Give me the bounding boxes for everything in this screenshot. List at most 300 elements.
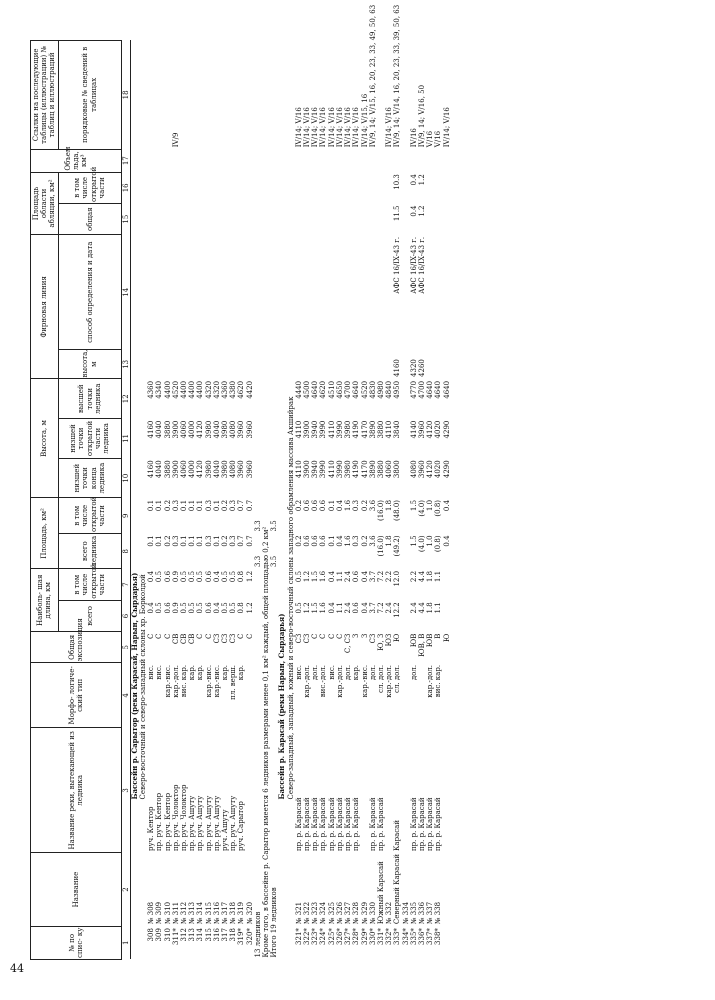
table-cell xyxy=(295,204,303,235)
table-cell: 0.5 xyxy=(294,602,303,614)
table-cell: С xyxy=(335,633,344,639)
table-cell: 310 xyxy=(163,928,172,942)
table-cell: IV/14; V/16 xyxy=(327,107,336,148)
table-cell xyxy=(164,41,172,150)
table-cell: 317 xyxy=(221,928,230,942)
table-cell: 4.4 xyxy=(417,602,426,614)
table-cell: 0.4 xyxy=(147,570,156,583)
header-firn: Фирновая линия xyxy=(31,235,59,379)
table-cell xyxy=(434,235,442,350)
table-cell: 4080 xyxy=(229,460,238,479)
table-cell xyxy=(402,458,410,498)
table-cell: 4640 xyxy=(434,380,443,399)
table-cell: № 323 xyxy=(311,901,320,925)
table-cell: 2.4 xyxy=(344,570,353,583)
table-cell: 3900 xyxy=(303,460,312,479)
table-cell: № 309 xyxy=(155,901,164,925)
summary-grand-total-value: 3.5 xyxy=(270,520,279,532)
table-cell xyxy=(213,204,221,235)
table-row xyxy=(196,41,204,960)
table-cell: 7.2 xyxy=(376,570,385,583)
table-cell: 2.4 xyxy=(344,602,353,614)
table-cell xyxy=(188,350,196,379)
table-cell: 0.1 xyxy=(196,535,205,547)
table-cell: 0.5 xyxy=(188,570,197,583)
table-cell: 0.4 xyxy=(327,602,336,614)
table-cell xyxy=(410,149,418,172)
table-cell: АФС 16/IX-43 г. xyxy=(393,236,402,294)
table-cell: 0.5 xyxy=(196,570,205,583)
table-cell xyxy=(246,663,254,728)
table-cell: 1.2 xyxy=(303,602,312,614)
table-cell xyxy=(295,172,303,203)
table-cell: (16.0) xyxy=(376,499,385,522)
table-cell xyxy=(319,350,327,379)
table-cell xyxy=(237,235,245,350)
table-cell xyxy=(180,149,188,172)
basin-subtitle-row xyxy=(287,41,295,960)
table-cell: № 330 xyxy=(368,901,377,925)
table-cell: 4770 xyxy=(409,380,418,399)
table-cell: (4.0) xyxy=(417,499,426,517)
table-cell: С xyxy=(311,633,320,639)
table-cell: 0.1 xyxy=(147,535,156,547)
table-cell: 330* xyxy=(368,928,377,945)
table-cell xyxy=(402,350,410,379)
table-cell: 0.6 xyxy=(352,570,361,583)
table-cell: 319* xyxy=(237,928,246,945)
table-cell: Карасай xyxy=(393,819,402,851)
table-cell xyxy=(426,149,434,172)
column-number: 18 xyxy=(121,41,130,150)
table-cell xyxy=(180,204,188,235)
table-cell xyxy=(385,350,393,379)
table-cell: 321* xyxy=(294,928,303,945)
table-cell: 0.1 xyxy=(155,499,164,512)
table-cell: IV/14; V/16 xyxy=(385,107,394,148)
table-cell: ЮВ xyxy=(409,633,418,648)
table-cell: вис. xyxy=(327,664,336,680)
table-row xyxy=(180,41,188,960)
table-cell xyxy=(361,350,369,379)
table-cell: 4140 xyxy=(409,420,418,439)
table-cell: пр. руч. Ашуту xyxy=(196,795,205,851)
table-cell xyxy=(402,569,410,600)
table-cell: 4120 xyxy=(426,460,435,479)
table-cell: (0.8) xyxy=(434,499,443,517)
table-cell: № 322 xyxy=(303,901,312,925)
table-cell: вис. кар. xyxy=(434,664,443,698)
table-cell: 3900 xyxy=(171,420,180,439)
summary-total-row xyxy=(254,41,262,960)
table-cell: Ю, З xyxy=(376,633,385,651)
table-cell xyxy=(377,172,385,203)
table-cell xyxy=(377,235,385,350)
column-number: 17 xyxy=(121,149,130,172)
table-cell: 3980 xyxy=(344,460,353,479)
table-cell: 4020 xyxy=(434,460,443,479)
header-height: Высота, м xyxy=(31,379,59,498)
table-cell xyxy=(221,204,229,235)
table-cell: 4320 xyxy=(409,359,418,377)
table-cell: ЮВ, В xyxy=(417,633,426,657)
table-cell xyxy=(303,204,311,235)
table-cell: 1.0 xyxy=(426,499,435,512)
table-cell: 3.7 xyxy=(368,570,377,583)
table-cell: Ю xyxy=(393,633,402,642)
table-cell: № 319 xyxy=(237,901,246,925)
table-cell: пр. р. Карасай xyxy=(335,797,344,851)
header-firn-method: способ определения и дата xyxy=(58,235,121,350)
table-cell: 4520 xyxy=(360,380,369,399)
table-cell: 1.1 xyxy=(335,602,344,614)
summary-grand-total-label: Итого 19 ледников xyxy=(270,887,279,958)
table-cell: 12.0 xyxy=(393,570,402,587)
table-cell: IV/9, 14; V/16, 50 xyxy=(417,84,426,148)
table-cell: 3960 xyxy=(237,460,246,479)
table-cell: 0.4 xyxy=(335,535,344,547)
table-cell xyxy=(328,172,336,203)
table-cell xyxy=(221,235,229,350)
table-cell xyxy=(205,41,213,150)
table-cell xyxy=(385,235,393,350)
table-cell: 329* xyxy=(360,928,369,945)
table-cell: 0.7 xyxy=(237,499,246,512)
table-cell: С, СЗ xyxy=(344,633,353,654)
table-cell xyxy=(402,149,410,172)
table-cell xyxy=(434,204,442,235)
table-cell xyxy=(352,235,360,350)
table-cell xyxy=(196,204,204,235)
header-volume: Объем льда, км³ xyxy=(31,149,122,172)
header-length-total: всего xyxy=(58,600,121,631)
table-cell: 4980 xyxy=(376,380,385,399)
table-cell: пр. р. Карасай xyxy=(344,797,353,851)
table-cell: № 335 xyxy=(409,901,418,925)
header-ablation: Площадь области абляции, км² xyxy=(31,172,59,235)
table-cell xyxy=(237,204,245,235)
table-cell: 3880 xyxy=(163,460,172,479)
table-cell xyxy=(221,149,229,172)
column-number: 6 xyxy=(121,600,130,631)
table-cell: 0.6 xyxy=(319,499,328,512)
table-cell xyxy=(418,149,426,172)
table-cell: 0.2 xyxy=(360,499,369,512)
table-cell: 328* xyxy=(352,928,361,945)
table-cell: пр. руч. Чолоктор xyxy=(180,784,189,851)
table-cell xyxy=(229,41,237,150)
summary-grand-total-row xyxy=(270,41,278,960)
header-length: Наиболь- шая длина, км xyxy=(31,569,59,632)
table-cell xyxy=(402,600,410,631)
table-row xyxy=(172,41,180,960)
column-number: 5 xyxy=(121,632,130,663)
table-cell: кар. xyxy=(188,664,197,681)
table-cell: СЗ xyxy=(229,633,238,644)
table-cell xyxy=(188,235,196,350)
table-cell: 333* xyxy=(393,928,402,945)
table-cell: № 328 xyxy=(352,901,361,925)
table-cell: № 308 xyxy=(147,901,156,925)
table-cell: кар.-дол. xyxy=(385,664,394,698)
table-cell xyxy=(361,235,369,350)
table-cell: вис. xyxy=(147,664,156,680)
table-cell: пр. р. Карасай xyxy=(327,797,336,851)
table-cell: 4170 xyxy=(360,420,369,439)
table-cell xyxy=(246,350,254,379)
table-cell: 2.2 xyxy=(409,570,418,583)
table-cell xyxy=(213,149,221,172)
table-cell: 0.1 xyxy=(212,535,221,547)
basin-title: Бассейн р. Карасай (реки Нарын, Сырдарья) xyxy=(277,613,287,800)
table-cell: 0.2 xyxy=(221,535,230,547)
table-cell: З xyxy=(360,633,369,638)
table-cell: № 332 xyxy=(385,901,394,925)
table-cell: 0.1 xyxy=(327,535,336,547)
table-row xyxy=(221,41,229,960)
table-cell xyxy=(303,350,311,379)
column-number: 11 xyxy=(121,419,130,459)
table-cell: кар.-дол. xyxy=(171,664,180,698)
header-h-end: низшей точки конца ледника xyxy=(58,458,121,498)
table-cell: 4120 xyxy=(196,420,205,439)
table-cell: 0.5 xyxy=(188,602,197,614)
table-cell: 4840 xyxy=(385,380,394,399)
table-cell: пл. верш. xyxy=(229,664,238,700)
table-cell: 0.2 xyxy=(163,499,172,512)
table-cell: 4160 xyxy=(147,460,156,479)
table-cell xyxy=(402,379,410,419)
table-row xyxy=(328,41,336,960)
table-cell xyxy=(147,41,155,150)
table-cell xyxy=(393,149,401,172)
table-cell xyxy=(319,235,327,350)
table-cell: 0.6 xyxy=(163,570,172,583)
table-cell: 4040 xyxy=(212,460,221,479)
table-cell xyxy=(205,149,213,172)
table-cell: 4700 xyxy=(344,380,353,399)
table-cell xyxy=(221,172,229,203)
table-cell: 0.8 xyxy=(237,602,246,614)
table-cell: (49.2) xyxy=(393,535,402,557)
table-cell: 0.5 xyxy=(221,602,230,614)
table-cell: руч. Сарытор xyxy=(237,801,246,851)
table-row xyxy=(237,41,245,960)
table-cell xyxy=(155,172,163,203)
table-cell xyxy=(147,149,155,172)
table-cell: 4170 xyxy=(360,460,369,479)
table-cell: 0.1 xyxy=(155,535,164,547)
table-cell: 332* xyxy=(385,928,394,945)
table-cell: 4320 xyxy=(204,380,213,399)
summary-total-label: 13 ледников xyxy=(253,911,262,958)
table-cell: 4640 xyxy=(352,380,361,399)
table-cell: 4000 xyxy=(188,460,197,479)
table-cell: 0.7 xyxy=(245,535,254,547)
table-cell xyxy=(344,172,352,203)
table-cell xyxy=(344,350,352,379)
table-row xyxy=(303,41,311,960)
table-cell: 0.1 xyxy=(327,499,336,512)
table-cell xyxy=(352,204,360,235)
table-cell: № 326 xyxy=(335,901,344,925)
table-cell: 0.5 xyxy=(229,570,238,583)
table-cell: 0.6 xyxy=(204,570,213,583)
table-cell xyxy=(328,204,336,235)
header-river: Название реки, вытекающей из ледника xyxy=(31,728,122,853)
table-cell: вис. кар. xyxy=(180,664,189,698)
table-cell: 0.9 xyxy=(171,602,180,614)
table-cell: 3960 xyxy=(417,420,426,439)
table-cell: пр. р. Карасай xyxy=(294,797,303,851)
table-cell: 0.1 xyxy=(180,499,189,512)
table-cell: дол. xyxy=(368,664,377,681)
table-cell: № 317 xyxy=(221,901,230,925)
table-cell: 311* xyxy=(171,928,180,945)
table-cell xyxy=(369,235,377,350)
table-cell: Южный Карасай xyxy=(376,861,385,925)
table-cell xyxy=(344,204,352,235)
table-cell xyxy=(369,149,377,172)
table-cell xyxy=(196,350,204,379)
table-cell xyxy=(229,204,237,235)
table-cell: 0.4 xyxy=(212,602,221,614)
table-cell: 0.1 xyxy=(212,499,221,512)
table-cell: пр. руч. Кентор xyxy=(163,792,172,851)
table-cell xyxy=(172,149,180,172)
table-cell: 0.4 xyxy=(360,602,369,614)
table-cell: СВ xyxy=(171,633,180,645)
table-cell xyxy=(434,350,442,379)
table-cell: кар.-дол. xyxy=(335,664,344,698)
table-cell xyxy=(328,235,336,350)
table-cell xyxy=(352,172,360,203)
table-cell: С xyxy=(237,633,246,639)
table-cell xyxy=(188,41,196,150)
table-cell: 1.1 xyxy=(434,570,443,583)
table-cell xyxy=(344,149,352,172)
table-cell xyxy=(196,235,204,350)
table-cell: 4380 xyxy=(229,380,238,399)
table-cell: 0.5 xyxy=(180,570,189,583)
table-cell: кар.-вис. xyxy=(212,664,221,698)
table-cell: 4640 xyxy=(311,380,320,399)
table-cell: 3980 xyxy=(221,460,230,479)
table-cell: 4400 xyxy=(163,380,172,399)
table-cell xyxy=(319,172,327,203)
table-cell xyxy=(303,149,311,172)
table-cell: 0.4 xyxy=(442,499,451,512)
table-cell: № 337 xyxy=(426,901,435,925)
table-cell: 4080 xyxy=(229,420,238,439)
table-cell: СЗ xyxy=(303,633,312,644)
table-cell xyxy=(434,172,442,203)
table-cell: 4000 xyxy=(188,420,197,439)
table-cell: дол. xyxy=(344,664,353,681)
table-cell: С xyxy=(155,633,164,639)
table-cell xyxy=(418,663,426,728)
table-cell: 0.5 xyxy=(155,602,164,614)
table-cell: V/16 xyxy=(426,130,435,148)
table-cell: С xyxy=(147,633,156,639)
table-cell: 0.6 xyxy=(303,499,312,512)
table-cell xyxy=(188,149,196,172)
table-cell: В xyxy=(434,633,443,639)
header-exposure: Общая экспозиция xyxy=(31,632,122,663)
basin-subtitle: Северо-восточный и северо-западный склоны хр. Борколдой xyxy=(139,574,148,800)
table-cell: пр. руч. Ашуту xyxy=(229,795,238,851)
table-cell: 0.5 xyxy=(229,602,238,614)
table-cell xyxy=(205,204,213,235)
table-row xyxy=(188,41,196,960)
table-cell xyxy=(164,204,172,235)
table-cell: IV/14; V/16 xyxy=(352,107,361,148)
table-cell xyxy=(443,663,451,728)
table-cell: 12.2 xyxy=(393,602,402,618)
table-cell: пр. руч. Ашуту xyxy=(204,795,213,851)
table-cell: сл. дол. xyxy=(393,664,402,693)
table-cell xyxy=(369,350,377,379)
table-cell xyxy=(180,172,188,203)
table-cell: 1.5 xyxy=(409,535,418,547)
table-cell: 3880 xyxy=(163,420,172,439)
table-cell: кар.-дол. xyxy=(426,664,435,698)
table-cell xyxy=(295,149,303,172)
table-cell: 1.8 xyxy=(426,570,435,583)
table-cell xyxy=(311,172,319,203)
table-cell xyxy=(385,172,393,203)
table-cell: № 312 xyxy=(180,901,189,925)
table-cell xyxy=(336,149,344,172)
table-cell: 4080 xyxy=(409,460,418,479)
table-cell: 11.5 xyxy=(393,205,402,222)
table-cell: пр. р. Карасай xyxy=(303,797,312,851)
table-cell: 326* xyxy=(335,928,344,945)
table-cell: 1.2 xyxy=(303,570,312,583)
table-cell xyxy=(328,350,336,379)
table-cell xyxy=(385,149,393,172)
table-cell: 4950 xyxy=(393,380,402,399)
table-cell xyxy=(172,235,180,350)
table-cell: 4830 xyxy=(368,380,377,399)
summary-total-value: 3.3 xyxy=(253,555,262,567)
table-cell: 3880 xyxy=(376,420,385,439)
table-cell: 3990 xyxy=(319,420,328,439)
table-cell xyxy=(196,149,204,172)
table-cell: пр. р. Карасай xyxy=(352,797,361,851)
table-cell: 3960 xyxy=(245,420,254,439)
empty-cell xyxy=(254,41,262,498)
table-cell: 4340 xyxy=(155,380,164,399)
table-cell xyxy=(188,172,196,203)
table-cell: 4620 xyxy=(237,380,246,399)
table-cell xyxy=(426,235,434,350)
column-number: 1 xyxy=(121,926,130,959)
basin-title-row xyxy=(130,41,139,960)
table-cell: 338* xyxy=(434,928,443,945)
table-cell: Северный Карасай xyxy=(393,853,402,925)
table-cell: 1.6 xyxy=(319,570,328,583)
table-cell: АФС 16/IX-43 г. xyxy=(409,236,418,294)
table-cell xyxy=(295,350,303,379)
table-cell: СЗ xyxy=(212,633,221,644)
table-cell: 309 xyxy=(155,928,164,942)
table-cell: С xyxy=(327,633,336,639)
table-cell xyxy=(369,172,377,203)
table-cell: руч. Ашуту xyxy=(221,809,230,851)
table-cell: IV/14; V/16 xyxy=(319,107,328,148)
table-row xyxy=(426,41,434,960)
